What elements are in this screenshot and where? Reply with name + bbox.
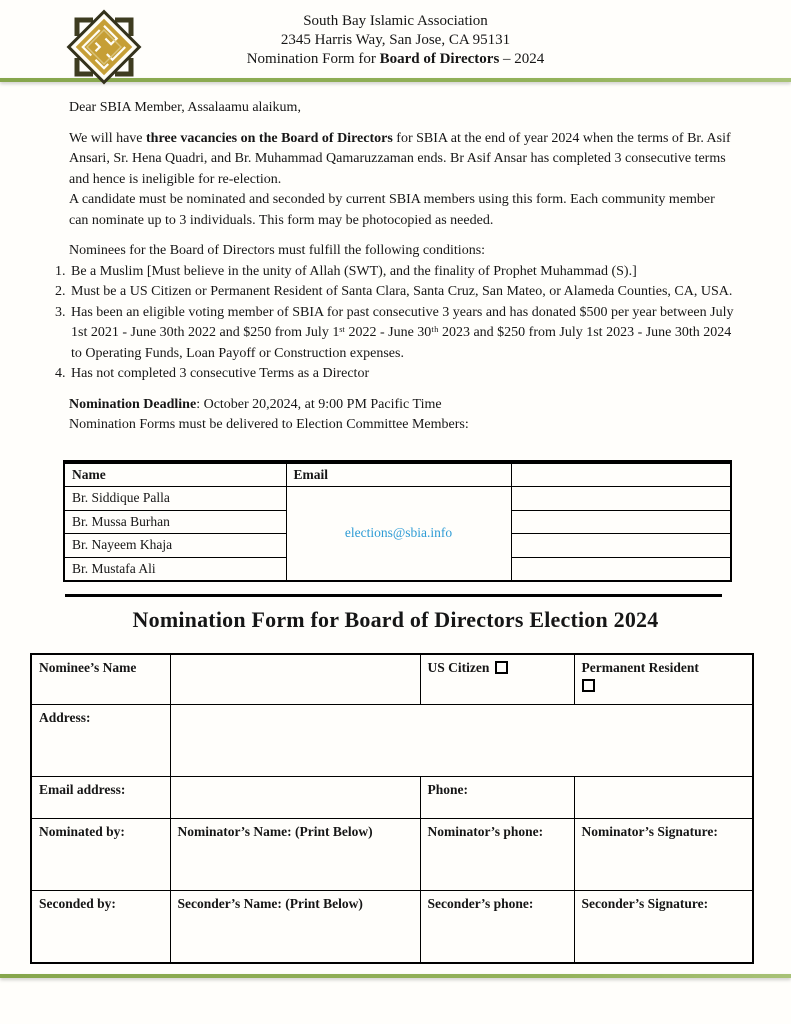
nominator-name-label: Nominator’s Name: (Print Below): [170, 818, 420, 890]
committee-blank-cell: [511, 510, 731, 534]
delivery-instructions: Nomination Forms must be delivered to Election Committee Members:: [69, 417, 469, 432]
address-row: [31, 704, 753, 776]
address-field: [170, 704, 753, 776]
seconder-row: [31, 890, 753, 963]
committee-name-header: Name: [64, 462, 286, 487]
sbia-logo-icon: [62, 5, 146, 94]
conditions-intro: Nominees for the Board of Directors must fulfill the following conditions:: [69, 243, 486, 258]
header-form-title: Nomination Form for Board of Directors – 2024: [246, 51, 545, 67]
committee-member-row: [64, 487, 731, 511]
salutation: Dear SBIA Member, Assalaamu alaikum,: [69, 100, 301, 115]
permanent-resident-checkbox[interactable]: [582, 679, 595, 692]
deadline-line: Nomination Deadline: October 20,2024, at 9:00 PM Pacific Time: [69, 396, 442, 412]
committee-member-name: Br. Siddique Palla: [64, 487, 286, 511]
vacancies-paragraph: We will have three vacancies on the Board of Directors for SBIA at the end of year 2024 when the terms of Br. Asif Ansari, Sr. Hena Quadri, and Br. Muhammad Qamaruzzaman ends. Br Asif Ansar has completed 3 consecutive terms and hence is ineligible for re-election.: [69, 130, 731, 187]
seconder-signature-label: Seconder’s Signature:: [574, 890, 753, 963]
org-address: 2345 Harris Way, San Jose, CA 95131: [280, 32, 511, 48]
org-name: South Bay Islamic Association: [303, 13, 488, 29]
committee-blank-cell: [511, 487, 731, 511]
document-header: [0, 0, 791, 82]
committee-blank-cell: [511, 557, 731, 581]
committee-member-name: Br. Mussa Burhan: [64, 510, 286, 534]
committee-email-link[interactable]: elections@sbia.info: [344, 525, 453, 541]
committee-member-name: Br. Nayeem Khaja: [64, 534, 286, 558]
nominator-phone-label: Nominator’s phone:: [420, 818, 574, 890]
address-label: Address:: [31, 704, 170, 776]
condition-item: 4. Has not completed 3 consecutive Terms as a Director: [69, 364, 735, 385]
section-divider: [65, 594, 722, 597]
condition-item: 1. Be a Muslim [Must believe in the unity of Allah (SWT), and the finality of Prophet Muhammad (S).]: [69, 262, 735, 283]
nominated-by-label: Nominated by:: [31, 818, 170, 890]
committee-blank-cell: [511, 534, 731, 558]
nominator-signature-label: Nominator’s Signature:: [574, 818, 753, 890]
nominee-name-label: Nominee’s Name: [31, 654, 170, 704]
conditions-list: [45, 262, 735, 385]
footer-divider-rule: [0, 974, 791, 978]
committee-member-name: Br. Mustafa Ali: [64, 557, 286, 581]
committee-header-row: [64, 462, 731, 487]
nominee-name-field: [170, 654, 420, 704]
phone-label: Phone:: [420, 776, 574, 818]
seconder-phone-label: Seconder’s phone:: [420, 890, 574, 963]
committee-email-cell: [286, 487, 511, 582]
nomination-process-paragraph: A candidate must be nominated and seconded by current SBIA members using this form. Each community member can nominate up to 3 individuals. This form may be photocopied as needed.: [69, 192, 715, 228]
nominee-row: [31, 654, 753, 704]
us-citizen-checkbox[interactable]: [495, 661, 508, 674]
form-title-heading: Nomination Form for Board of Directors Election 2024: [132, 607, 659, 632]
email-address-label: Email address:: [31, 776, 170, 818]
committee-blank-header: [511, 462, 731, 487]
nomination-form-table: [30, 653, 754, 964]
phone-field: [574, 776, 753, 818]
email-address-field: [170, 776, 420, 818]
email-phone-row: [31, 776, 753, 818]
us-citizen-cell: US Citizen: [420, 654, 574, 704]
nominator-row: [31, 818, 753, 890]
condition-item: 2. Must be a US Citizen or Permanent Resident of Santa Clara, Santa Cruz, San Mateo, or Alameda Counties, CA, USA.: [69, 282, 735, 303]
condition-item: 3. Has been an eligible voting member of SBIA for past consecutive 3 years and has donated $500 per year between July 1st 2021 - June 30th 2022 and $250 from July 1ˢᵗ 2022 - June 30ᵗʰ 2023 and $250 from July 1st 2023 - June 30th 2024 to Operating Funds, Loan Payoff or Construction expenses.: [69, 303, 735, 365]
permanent-resident-cell: Permanent Resident: [574, 654, 753, 704]
letter-body: [69, 98, 735, 582]
election-committee-table: [63, 460, 732, 583]
committee-email-header: Email: [286, 462, 511, 487]
seconder-name-label: Seconder’s Name: (Print Below): [170, 890, 420, 963]
seconded-by-label: Seconded by:: [31, 890, 170, 963]
